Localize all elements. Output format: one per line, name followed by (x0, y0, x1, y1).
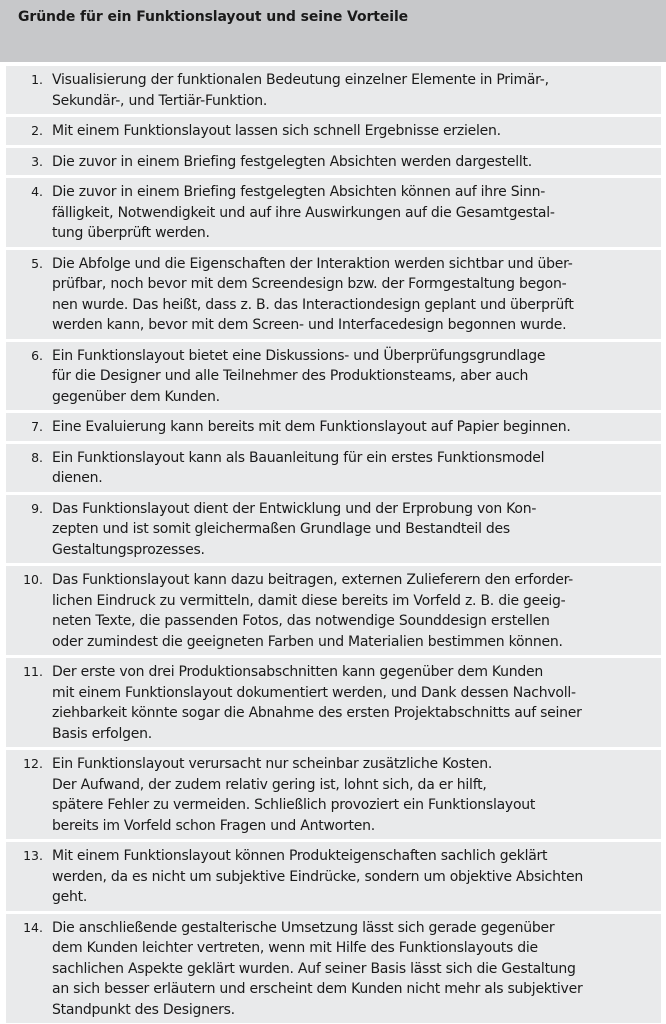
list-item-text (52, 662, 655, 744)
list-item-line: dem Kunden leichter vertreten, wenn mit Hilfe des Funktionslayouts die (52, 940, 538, 956)
list-item (6, 563, 661, 655)
list-item-line: werden, da es nicht um subjektive Eindrücke, sondern um objektive Absichten (52, 868, 583, 885)
list-item-line: Mit einem Funktionslayout können Produkteigenschaften sachlich geklärt (52, 848, 548, 864)
list-item (6, 839, 661, 911)
list-item-text (52, 152, 655, 173)
list-item-number: 4. (31, 184, 43, 199)
list-item-line: fälligkeit, Notwendigkeit und auf ihre Auswirkungen auf die Gesamtgestal- (52, 204, 555, 221)
list-item-line: geht. (52, 889, 88, 905)
list-item-text (52, 70, 655, 111)
list-item-line: Standpunkt des Designers. (52, 1001, 235, 1018)
list-item (6, 655, 661, 747)
list-item-line: Das Funktionslayout kann dazu beitragen, externen Zulieferern den erforder- (52, 572, 573, 588)
list-item (6, 747, 661, 839)
list-item-line: Mit einem Funktionslayout lassen sich schnell Ergebnisse erzielen. (52, 123, 501, 139)
list-item-number: 2. (31, 123, 43, 138)
list-item-text (52, 346, 655, 408)
list-item-text (52, 448, 655, 489)
list-item-line: Basis erfolgen. (52, 725, 152, 742)
list-item-line: ziehbarkeit könnte sogar die Abnahme des ersten Projektabschnitts auf seiner (52, 705, 582, 721)
list-item-number: 14. (23, 919, 43, 935)
list-item-line: mit einem Funktionslayout dokumentiert werden, und Dank dessen Nachvoll- (52, 684, 576, 701)
list-item-line: Gestaltungsprozesses. (52, 541, 205, 558)
list-item-line: neten Texte, die passenden Fotos, das notwendige Sounddesign erstellen (52, 613, 550, 629)
list-item-text (52, 499, 655, 561)
list-item-number: 9. (31, 500, 43, 516)
list-item-text (52, 754, 655, 836)
list-item-line: Die Abfolge und die Eigenschaften der Interaktion werden sichtbar und über- (52, 255, 573, 272)
list-item-text (52, 918, 655, 1021)
list-item-line: Das Funktionslayout dient der Entwicklung und der Erprobung von Kon- (52, 500, 537, 517)
list-item-number: 10. (23, 572, 43, 587)
list-item (6, 247, 661, 339)
list-item-line: Ein Funktionslayout kann als Bauanleitung für ein erstes Funktionsmodel (52, 449, 545, 466)
list-item (6, 911, 661, 1024)
list-item-text (52, 846, 655, 908)
table-header (0, 0, 666, 62)
list-item-line: an sich besser erläutern und erscheint dem Kunden nicht mehr als subjektiver (52, 981, 583, 997)
list-item-line: Der erste von drei Produktionsabschnitten kann gegenüber dem Kunden (52, 664, 544, 680)
list-item-line: oder zumindest die geeigneten Farben und Materialien bestimmen können. (52, 633, 563, 650)
list-item-line: prüfbar, noch bevor mit dem Screendesign bzw. der Formgestaltung begon- (52, 276, 567, 292)
list-item-line: für die Designer und alle Teilnehmer des Produktionsteams, aber auch (52, 368, 529, 384)
list-item-number: 12. (23, 756, 43, 771)
list-item-line: dienen. (52, 470, 103, 486)
list-item (6, 492, 661, 564)
table-title: Gründe für ein Funktionslayout und seine Vorteile (18, 9, 409, 25)
list-item-number: 11. (23, 664, 43, 679)
list-item (6, 410, 661, 441)
list-item-line: spätere Fehler zu vermeiden. Schließlich provoziert ein Funktionslayout (52, 797, 536, 813)
list-item-number: 5. (31, 255, 43, 271)
list-item-text (52, 254, 655, 336)
list-item-text (52, 121, 655, 142)
list-item-text (52, 182, 655, 244)
list-item-number: 7. (31, 419, 43, 434)
list-item (6, 441, 661, 492)
list-item-line: gegenüber dem Kunden. (52, 388, 220, 405)
list-item-number: 1. (31, 72, 43, 87)
list-item-number: 13. (23, 848, 43, 863)
list-item-text (52, 570, 655, 652)
list-item-text (52, 417, 655, 438)
list-item-number: 3. (31, 153, 43, 169)
list-item-line: Ein Funktionslayout verursacht nur scheinbar zusätzliche Kosten. (52, 756, 493, 772)
reasons-list (6, 63, 661, 1023)
list-item-number: 6. (31, 347, 43, 363)
list-item (6, 63, 661, 114)
list-item-line: Eine Evaluierung kann bereits mit dem Funktionslayout auf Papier beginnen. (52, 419, 571, 435)
list-item-line: nen wurde. Das heißt, dass z. B. das Interactiondesign geplant und überprüft (52, 296, 574, 313)
list-item-number: 8. (31, 449, 43, 465)
list-item-line: Die anschließende gestalterische Umsetzung lässt sich gerade gegenüber (52, 919, 555, 936)
list-item-line: Die zuvor in einem Briefing festgelegten Absichten können auf ihre Sinn- (52, 184, 546, 200)
list-item-line: Die zuvor in einem Briefing festgelegten Absichten werden dargestellt. (52, 153, 532, 170)
list-item-line: Der Aufwand, der zudem relativ gering ist, lohnt sich, da er hilft, (52, 776, 487, 793)
list-item-line: Sekundär-, und Tertiär-Funktion. (52, 92, 268, 109)
list-item-line: tung überprüft werden. (52, 225, 210, 241)
list-item-line: Ein Funktionslayout bietet eine Diskussions- und Überprüfungsgrundlage (52, 347, 546, 364)
list-item-line: lichen Eindruck zu vermitteln, damit diese bereits im Vorfeld z. B. die geeig- (52, 592, 566, 609)
list-item (6, 145, 661, 176)
list-item (6, 175, 661, 247)
list-item-line: Visualisierung der funktionalen Bedeutung einzelner Elemente in Primär-, (52, 72, 549, 88)
list-item-line: zepten und ist somit gleichermaßen Grundlage und Bestandteil des (52, 521, 510, 537)
list-item-line: bereits im Vorfeld schon Fragen und Antworten. (52, 817, 375, 834)
list-item-line: sachlichen Aspekte geklärt wurden. Auf seiner Basis lässt sich die Gestaltung (52, 960, 576, 977)
list-item-line: werden kann, bevor mit dem Screen- und Interfacedesign begonnen wurde. (52, 317, 567, 333)
list-item (6, 114, 661, 145)
list-item (6, 339, 661, 411)
